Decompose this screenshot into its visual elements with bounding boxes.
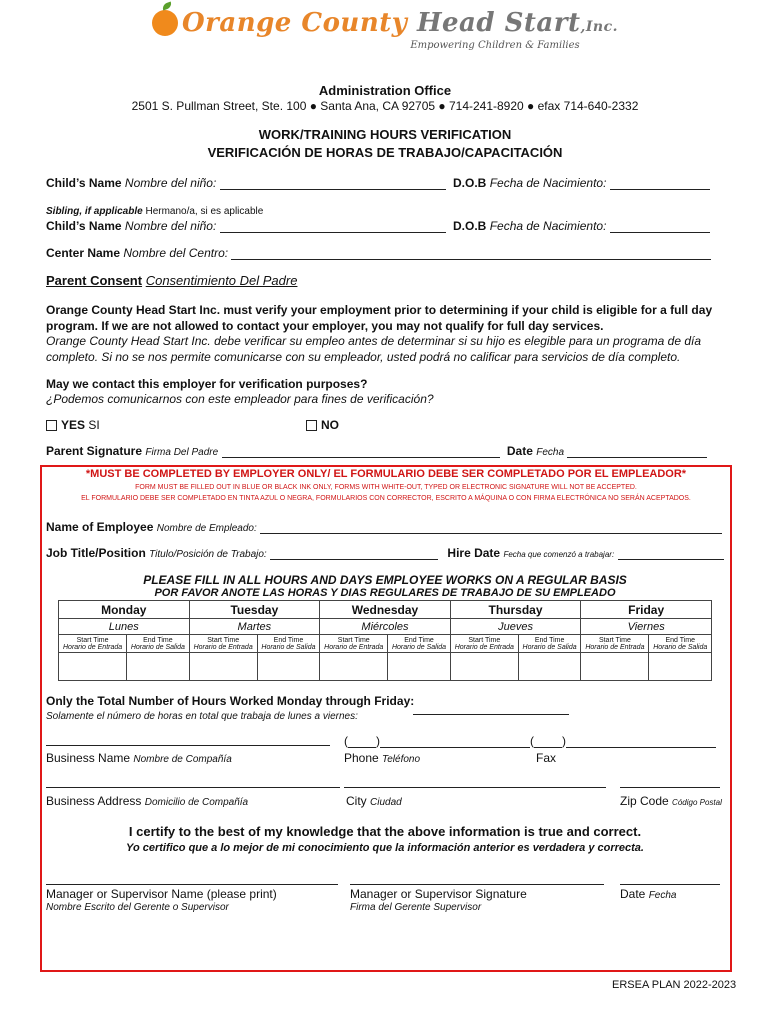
phone-field[interactable]: ( ) [344,734,530,748]
business-name-label-es: Nombre de Compañía [133,754,232,765]
manager-signature-label-es: Firma del Gerente Supervisor [350,902,482,913]
certify-date-label-es: Fecha [648,890,677,901]
business-name-field[interactable] [46,733,330,746]
employee-name-label-es: Nombre de Empleado: [156,523,257,534]
certify-date-label: Date [620,887,646,901]
time-cell[interactable] [189,653,257,681]
day-header: Thursday [450,601,581,619]
business-name-label: Business Name [46,751,131,765]
end-time-label-es: Horario de Salida [261,643,316,651]
start-time-header [320,635,388,653]
consent-question-es: ¿Podemos comunicarnos con este empleador para fines de verificación? [46,392,434,406]
sibling-dob-label: D.O.B [453,219,487,233]
parent-signature-row [46,444,707,458]
sibling-name-field[interactable] [220,232,446,233]
end-time-label: End Time [273,636,304,644]
center-row [46,246,711,260]
parent-date-field[interactable] [567,457,707,458]
start-time-label: Start Time [598,636,631,644]
dob-field[interactable] [610,189,710,190]
no-option[interactable] [306,418,339,432]
center-label-es: Nombre del Centro: [123,246,229,260]
phone-label: Phone [344,751,379,765]
sibling-label-es: Hermano/a, si es aplicable [145,206,264,217]
manager-name-field[interactable] [46,872,338,885]
ink-note-es: EL FORMULARIO DEBE SER COMPLETADO EN TINTA AZUL O NEGRA, FORMULARIOS CON CORRECTOR, ESCRITO A MÁQUINA O CON FIRMA ELECTRÓNICA NO SERÁN ACEPTADOS. [81,495,691,502]
certify-date-label-row [620,887,677,901]
hire-date-label-es: Fecha que comenzó a trabajar: [503,550,615,559]
start-time-label-es: Horario de Entrada [454,643,514,651]
sibling-name-label-es: Nombre del niño: [124,219,217,233]
time-cell[interactable] [581,653,649,681]
end-time-label: End Time [404,636,434,644]
fill-instructions-en: PLEASE FILL IN ALL HOURS AND DAYS EMPLOYEE WORKS ON A REGULAR BASIS [143,573,627,587]
end-time-label: End Time [665,636,696,644]
job-title-label-es: Titulo/Posición de Trabajo: [149,549,267,560]
hire-date-field[interactable] [618,559,724,560]
employee-name-row [46,520,722,534]
sibling-name-label: Child’s Name [46,219,122,233]
yes-checkbox[interactable] [46,420,57,431]
logo-org: Orange County [182,8,408,38]
manager-name-label: Manager or Supervisor Name (please print) [46,887,277,901]
start-time-label-es: Horario de Entrada [193,643,253,651]
employee-name-label: Name of Employee [46,520,154,534]
end-time-label: End Time [534,636,565,644]
total-hours-label-es: Solamente el número de horas en total que trabaja de lunes a viernes: [46,711,358,722]
consent-paragraph-en: Orange County Head Start Inc. must verify your employment prior to determining if your child is eligible for a full day program. If we are not allowed to contact your employer, you may not qualify for full day services. [46,303,713,333]
child-name-label-es: Nombre del niño: [124,176,217,190]
job-row [46,546,724,560]
zip-label-row [620,794,722,808]
start-time-header [189,635,257,653]
total-hours-field[interactable] [413,700,569,715]
end-time-label: End Time [143,636,173,644]
start-time-label: Start Time [468,636,501,644]
city-field[interactable] [344,775,606,788]
sibling-dob-label-es: Fecha de Nacimiento: [489,219,607,233]
start-time-label: Start Time [337,636,370,644]
child-name-label: Child’s Name [46,176,122,190]
sibling-dob-field[interactable] [610,232,710,233]
certify-es: Yo certifico que a lo mejor de mi conocimiento que la información anterior es verdadera y correcta. [126,842,644,854]
end-time-header [518,635,580,653]
fill-instructions-es: POR FAVOR ANOTE LAS HORAS Y DIAS REGULARES DE TRABAJO DE SU EMPLEADO [154,587,616,599]
form-title-en: WORK/TRAINING HOURS VERIFICATION [258,127,512,142]
day-header: Wednesday [320,601,451,619]
job-title-label: Job Title/Position [46,546,146,560]
day-header: Friday [581,601,712,619]
start-time-label: Start Time [207,636,240,644]
business-address-label-es: Domicilio de Compañía [144,797,249,808]
time-cell[interactable] [257,653,319,681]
child-name-row [46,176,710,190]
start-time-header [59,635,127,653]
day-header-es: Jueves [450,619,581,635]
sibling-label: Sibling, if applicable [46,206,143,217]
consent-heading-en: Parent Consent [46,273,143,288]
sibling-name-row [46,219,710,233]
certify-date-field[interactable] [620,872,720,885]
end-time-header [649,635,712,653]
parent-signature-field[interactable] [222,457,500,458]
time-cell[interactable] [388,653,450,681]
start-time-label-es: Horario de Entrada [585,643,645,651]
end-time-label-es: Horario de Salida [130,643,185,651]
start-time-label: Start Time [76,636,109,644]
business-name-label-row [46,751,232,765]
business-address-label: Business Address [46,794,142,808]
start-time-label-es: Horario de Entrada [324,643,384,651]
logo-suffix: ,Inc. [580,19,618,35]
fax-label: Fax [536,751,557,765]
logo-org2: Head Start [416,8,581,38]
logo-tagline: Empowering Children & Families [410,40,580,51]
dob-label-es: Fecha de Nacimiento: [489,176,607,190]
dob-label: D.O.B [453,176,487,190]
parent-date-label: Date [506,444,533,458]
job-title-field[interactable] [270,559,438,560]
office-address: 2501 S. Pullman Street, Ste. 100 ● Santa Ana, CA 92705 ● 714-241-8920 ● efax 714-640-2332 [131,99,639,113]
end-time-label-es: Horario de Salida [522,643,577,651]
start-time-label-es: Horario de Entrada [63,643,123,651]
consent-question-en: May we contact this employer for verification purposes? [46,377,368,391]
end-time-label-es: Horario de Salida [391,643,447,651]
day-header-es: Miércoles [320,619,451,635]
certify-en: I certify to the best of my knowledge that the above information is true and correct. [128,824,642,839]
yes-option[interactable] [46,418,100,432]
phone-label-es: Teléfono [382,754,421,765]
yes-label-es: SI [88,418,100,432]
day-header: Monday [59,601,190,619]
business-address-label-row [46,794,248,808]
orange-logo-icon [152,10,178,36]
city-label-es: Ciudad [370,797,402,808]
city-label-row [346,794,402,808]
yes-label: YES [61,418,86,432]
hire-date-label: Hire Date [447,546,501,560]
time-cell[interactable] [518,653,580,681]
hours-table [58,600,712,681]
center-label: Center Name [46,246,121,260]
end-time-header [257,635,319,653]
consent-heading-es: Consentimiento Del Padre [145,273,298,288]
time-cell[interactable] [59,653,127,681]
end-time-label-es: Horario de Salida [653,643,708,651]
start-time-header [450,635,518,653]
business-address-field[interactable] [46,775,340,788]
footer-plan: ERSEA PLAN 2022-2023 [612,979,737,991]
employer-banner: *MUST BE COMPLETED BY EMPLOYER ONLY/ EL FORMULARIO DEBE SER COMPLETADO POR EL EMPLEADOR* [85,468,687,480]
consent-paragraph-es: Orange County Head Start Inc. debe verificar su empleo antes de determinar si su hijo es elegible para un programa de día completo. Si no se nos permite comunicarse con su empleador, usted podrá no calificar para servicios de día completo. [46,334,702,364]
logo [0,8,770,51]
day-header-es: Viernes [581,619,712,635]
ink-note-en: FORM MUST BE FILLED OUT IN BLUE OR BLACK INK ONLY, FORMS WITH WHITE-OUT, TYPED OR ELECTRONIC SIGNATURE WILL NOT BE ACCEPTED. [135,484,637,491]
sibling-label-row [46,206,263,217]
day-header: Tuesday [189,601,320,619]
end-time-header [127,635,189,653]
no-label: NO [321,418,339,432]
child-name-field[interactable] [220,189,446,190]
time-cell[interactable] [127,653,189,681]
parent-signature-label-es: Firma Del Padre [145,447,219,458]
day-header-es: Martes [189,619,320,635]
end-time-header [388,635,450,653]
manager-signature-field[interactable] [350,872,604,885]
parent-signature-label: Parent Signature [46,444,143,458]
office-title: Administration Office [318,83,452,98]
center-field[interactable] [231,259,711,260]
day-header-es: Lunes [59,619,190,635]
zip-field[interactable] [620,775,720,788]
zip-label: Zip Code [620,794,669,808]
no-checkbox[interactable] [306,420,317,431]
zip-label-es: Código Postal [672,798,722,807]
phone-label-row [344,751,420,765]
total-hours-label: Only the Total Number of Hours Worked Monday through Friday: [46,694,415,708]
city-label: City [346,794,367,808]
time-cell[interactable] [450,653,518,681]
manager-signature-label: Manager or Supervisor Signature [350,887,527,901]
fax-field[interactable]: ( ) [530,734,716,748]
time-cell[interactable] [320,653,388,681]
consent-heading [46,273,297,288]
start-time-header [581,635,649,653]
manager-name-label-es: Nombre Escrito del Gerente o Supervisor [46,902,229,913]
time-cell[interactable] [649,653,712,681]
parent-date-label-es: Fecha [536,447,565,458]
form-title-es: VERIFICACIÓN DE HORAS DE TRABAJO/CAPACITACIÓN [207,145,563,160]
employee-name-field[interactable] [260,533,722,534]
